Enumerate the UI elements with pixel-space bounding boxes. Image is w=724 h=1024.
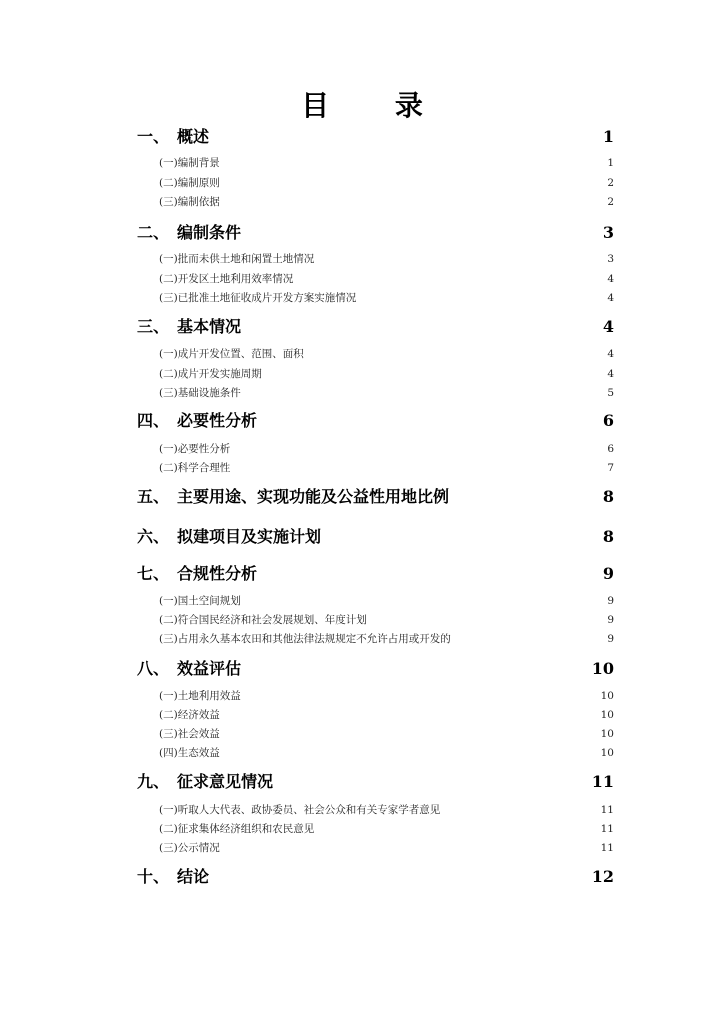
section-number: 九、 xyxy=(137,772,170,791)
toc-section-2[interactable] xyxy=(137,222,614,244)
toc-section-7[interactable] xyxy=(137,563,614,585)
toc-item[interactable] xyxy=(159,272,614,286)
page-number: 9 xyxy=(607,633,614,645)
toc-item-label: (二)符合国民经济和社会发展规划、年度计划 xyxy=(159,614,367,626)
page-number: 8 xyxy=(602,487,614,506)
page-number: 10 xyxy=(591,659,614,678)
toc-item[interactable] xyxy=(159,291,614,305)
page-number: 1 xyxy=(607,157,614,169)
toc-item[interactable] xyxy=(159,746,614,760)
section-title: 征求意见情况 xyxy=(177,772,274,791)
toc-item[interactable] xyxy=(159,841,614,855)
toc-section-10[interactable] xyxy=(137,866,614,888)
section-title: 基本情况 xyxy=(177,317,242,336)
toc-section-3[interactable] xyxy=(137,316,614,338)
section-title: 拟建项目及实施计划 xyxy=(177,527,322,546)
toc-item-label: (三)社会效益 xyxy=(159,728,220,740)
toc-item-label: (一)国土空间规划 xyxy=(159,595,241,607)
section-title: 效益评估 xyxy=(177,659,242,678)
toc-item[interactable] xyxy=(159,689,614,703)
toc-item[interactable] xyxy=(159,727,614,741)
section-title: 概述 xyxy=(177,127,210,146)
toc-item-label: (三)占用永久基本农田和其他法律法规规定不允许占用或开发的 xyxy=(159,633,451,645)
section-number: 八、 xyxy=(137,659,170,678)
page-number: 12 xyxy=(591,867,614,886)
page-number: 8 xyxy=(602,527,614,546)
toc-item-label: (一)成片开发位置、范围、面积 xyxy=(159,348,304,360)
toc-item[interactable] xyxy=(159,461,614,475)
toc-item[interactable] xyxy=(159,367,614,381)
toc-item[interactable] xyxy=(159,347,614,361)
toc-item-label: (一)编制背景 xyxy=(159,157,220,169)
section-number: 二、 xyxy=(137,223,170,242)
page-number: 11 xyxy=(591,772,614,791)
page-number: 3 xyxy=(602,223,614,242)
page-number: 11 xyxy=(600,842,614,854)
page-number: 4 xyxy=(607,273,614,285)
page-number: 7 xyxy=(607,462,614,474)
toc-item[interactable] xyxy=(159,176,614,190)
page-number: 11 xyxy=(600,823,614,835)
page-number: 6 xyxy=(607,443,614,455)
page-number: 2 xyxy=(607,196,614,208)
section-title: 编制条件 xyxy=(177,223,242,242)
page-number: 9 xyxy=(607,614,614,626)
section-number: 七、 xyxy=(137,564,170,583)
section-number: 四、 xyxy=(137,411,170,430)
toc-item-label: (四)生态效益 xyxy=(159,747,220,759)
page-number: 2 xyxy=(607,177,614,189)
toc-item-label: (二)科学合理性 xyxy=(159,462,231,474)
toc-item-label: (二)成片开发实施周期 xyxy=(159,368,262,380)
toc-item[interactable] xyxy=(159,822,614,836)
toc-section-1[interactable] xyxy=(137,126,614,148)
section-title: 结论 xyxy=(177,867,210,886)
toc-item-label: (二)编制原则 xyxy=(159,177,220,189)
section-title: 合规性分析 xyxy=(177,564,258,583)
toc-item-label: (二)征求集体经济组织和农民意见 xyxy=(159,823,315,835)
page-number: 10 xyxy=(600,747,614,759)
toc-item[interactable] xyxy=(159,803,614,817)
toc-item[interactable] xyxy=(159,594,614,608)
page-number: 4 xyxy=(602,317,614,336)
toc-item-label: (三)公示情况 xyxy=(159,842,220,854)
toc-item[interactable] xyxy=(159,156,614,170)
toc-section-9[interactable] xyxy=(137,771,614,793)
section-number: 五、 xyxy=(137,487,170,506)
toc-item-label: (一)听取人大代表、政协委员、社会公众和有关专家学者意见 xyxy=(159,804,441,816)
toc-item[interactable] xyxy=(159,195,614,209)
page-number: 9 xyxy=(607,595,614,607)
page-number: 10 xyxy=(600,709,614,721)
toc-item[interactable] xyxy=(159,252,614,266)
toc-item[interactable] xyxy=(159,442,614,456)
page-number: 9 xyxy=(602,564,614,583)
section-number: 一、 xyxy=(137,127,170,146)
page-number: 5 xyxy=(607,387,614,399)
toc-section-4[interactable] xyxy=(137,410,614,432)
toc-item-label: (二)开发区土地利用效率情况 xyxy=(159,273,294,285)
page-number: 4 xyxy=(607,292,614,304)
toc-item-label: (一)必要性分析 xyxy=(159,443,231,455)
page-number: 6 xyxy=(602,411,614,430)
toc-item-label: (三)已批准土地征收成片开发方案实施情况 xyxy=(159,292,357,304)
toc-item[interactable] xyxy=(159,386,614,400)
section-title: 必要性分析 xyxy=(177,411,258,430)
toc-section-8[interactable] xyxy=(137,658,614,680)
toc-item-label: (二)经济效益 xyxy=(159,709,220,721)
page-number: 3 xyxy=(607,253,614,265)
section-number: 十、 xyxy=(137,867,170,886)
page-number: 10 xyxy=(600,690,614,702)
page-number: 1 xyxy=(602,127,614,146)
toc-item[interactable] xyxy=(159,708,614,722)
page-number: 10 xyxy=(600,728,614,740)
toc-item-label: (三)编制依据 xyxy=(159,196,220,208)
page-number: 4 xyxy=(607,348,614,360)
page-title: 目 录 xyxy=(301,89,451,122)
toc-section-5[interactable] xyxy=(137,486,614,508)
section-number: 六、 xyxy=(137,527,170,546)
toc-item[interactable] xyxy=(159,632,614,646)
toc-item-label: (一)批而未供土地和闲置土地情况 xyxy=(159,253,315,265)
page-number: 4 xyxy=(607,368,614,380)
toc-item-label: (一)土地利用效益 xyxy=(159,690,241,702)
toc-item-label: (三)基础设施条件 xyxy=(159,387,241,399)
section-number: 三、 xyxy=(137,317,170,336)
section-title: 主要用途、实现功能及公益性用地比例 xyxy=(177,487,450,506)
page-number: 11 xyxy=(600,804,614,816)
toc-item[interactable] xyxy=(159,613,614,627)
toc-section-6[interactable] xyxy=(137,526,614,548)
